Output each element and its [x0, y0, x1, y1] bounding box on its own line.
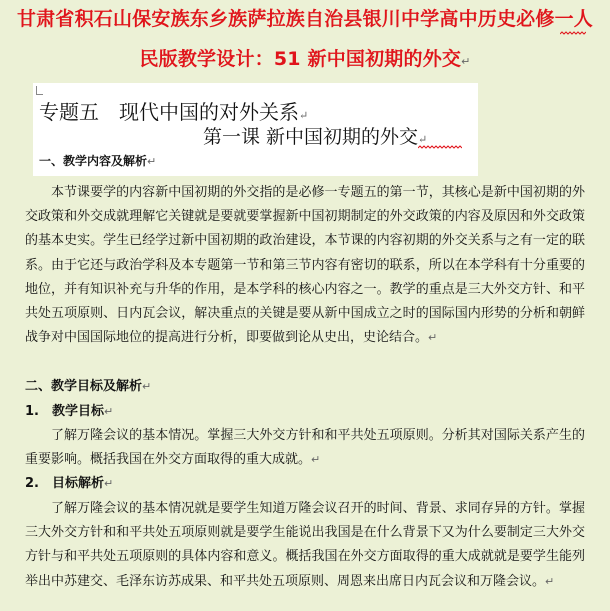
teaching-goals-text: 了解万隆会议的基本情况。掌握三大外交方针和和平共处五项原则。分析其对国际关系产生的重要影响。概括我国在外交方面取得的重大成就。 [25, 428, 585, 468]
lesson-text: 第一课 新中国初期的外交 [203, 126, 419, 148]
section-heading [39, 152, 156, 169]
paragraph-mark: ↵ [461, 55, 471, 68]
page-title-text: 民版教学设计：51 新中国初期的外交 [139, 48, 462, 70]
subsection-heading [25, 400, 113, 419]
spelling-squiggle [560, 31, 586, 35]
topic-text: 专题五 现代中国的对外关系 [39, 100, 299, 124]
subsection-heading-text: 1. 教学目标 [25, 404, 104, 419]
topic-heading [39, 96, 308, 125]
paragraph-mark: ↵ [428, 331, 438, 345]
subsection-heading [25, 472, 113, 491]
paragraph-mark: ↵ [103, 405, 114, 418]
section-heading [25, 375, 151, 394]
corner-mark-icon [36, 86, 43, 95]
intro-paragraph [25, 181, 585, 350]
paragraph-mark: ↵ [103, 477, 114, 490]
paragraph-mark: ↵ [147, 155, 157, 168]
paragraph-mark: ↵ [142, 380, 152, 393]
heading-box [33, 83, 478, 176]
paragraph-mark: ↵ [311, 453, 321, 467]
paragraph-mark: ↵ [299, 109, 309, 122]
intro-text: 本节课要学的内容新中国初期的外交指的是必修一专题五的第一节，其核心是新中国初期的外交政策和外交成就理解它关键就是要就要掌握新中国初期制定的外交政策的内容及原因和外交政策的基本史实。学生已经学过新中国初期的政治建设，本节课的内容初期的外交关系与之有一定的联系。由于它还与政治学科及本专题第一节和第三节内容有密切的联系，所以在本学科有十分重要的地位，并有知识补充与升华的作用，是本学科的核心内容之一。教学的重点是三大外交方针、和平共处五项原则、日内瓦会议，解决重点的关键是要从新中国成立之时的国际国内形势的分析和朝鲜战争对中国国际地位的提高进行分析，即要做到论从史出，史论结合。 [25, 185, 585, 346]
paragraph-mark: ↵ [418, 133, 428, 146]
subsection-heading-text: 2. 目标解析 [25, 476, 104, 491]
section-heading-text: 一、教学内容及解析 [39, 154, 148, 168]
goals-analysis-paragraph [25, 497, 585, 594]
page-title-line-1: 甘肃省积石山保安族东乡族萨拉族自治县银川中学高中历史必修一人 [16, 8, 593, 30]
page-title-line-2 [0, 44, 610, 71]
teaching-goals-paragraph [25, 424, 585, 472]
section-heading-text: 二、教学目标及解析 [25, 379, 143, 394]
spelling-squiggle [418, 145, 462, 149]
paragraph-mark: ↵ [545, 574, 555, 588]
lesson-heading [203, 122, 427, 149]
goals-analysis-text: 了解万隆会议的基本情况就是要学生知道万隆会议召开的时间、背景、求同存异的方针。掌握三大外交方针和和平共处五项原则就是要学生能说出我国是在什么背景下又为什么要制定三大外交方针与和平共处五项原则的具体内容和意义。概括我国在外交方面取得的重大成就就是要学生能列举出中苏建交、毛泽东访苏成果、和平共处五项原则、周恩来出席日内瓦会议和万隆会议。 [25, 501, 585, 589]
